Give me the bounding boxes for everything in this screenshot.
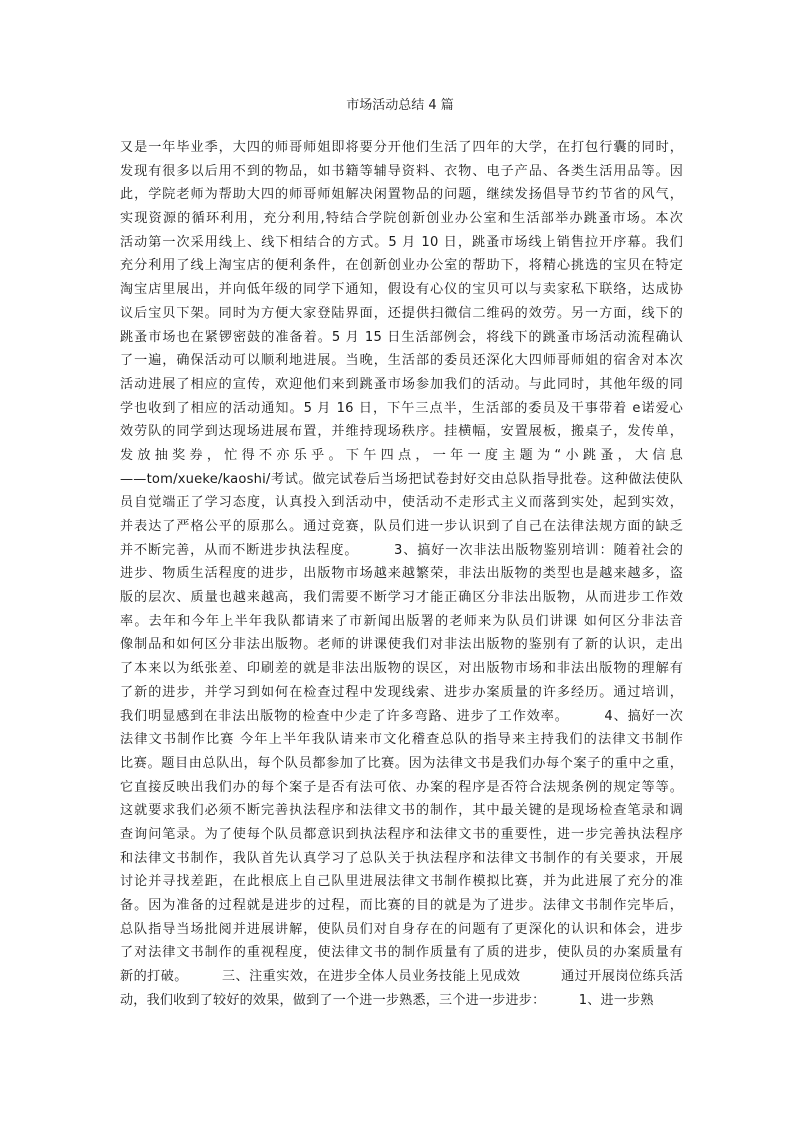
text-line: 法律文书制作比赛 今年上半年我队请来市文化稽查总队的指导来主持我们的法律文书制作 (120, 732, 683, 748)
text-line: 讨论并寻找差距，在此根底上自己队里进展法律文书制作模拟比赛，并为此进展了充分的准 (120, 874, 683, 890)
text-line: 又是一年毕业季，大四的师哥师姐即将要分开他们生活了四年的大学，在打包行囊的同时， (120, 140, 683, 155)
text-line: 了本来以为纸张差、印刷差的就是非法出版物的误区，对出版物市场和非法出版物的理解有 (120, 661, 683, 677)
text-line: 了对法律文书制作的重视程度，使法律文书的制作质量有了质的进步，使队员的办案质量有 (120, 945, 683, 961)
text-line: 实现资源的循环利用，充分利用,特结合学院创新创业办公室和生活部举办跳蚤市场。本次 (120, 211, 683, 227)
text-line: 发放抽奖券，忙得不亦乐乎。下午四点，一年一度主题为“小跳蚤，大信息 (120, 447, 683, 463)
text-line: 员自觉端正了学习态度，认真投入到活动中，使活动不走形式主义而落到实处，起到实效， (120, 495, 683, 511)
text-line: 并表达了严格公平的原那么。通过竞赛，队员们进一步认识到了自己在法律法规方面的缺乏 (120, 519, 683, 534)
text-line: 效劳队的同学到达现场进展布置，并维持现场秩序。挂横幅，安置展板，搬桌子，发传单， (120, 424, 683, 440)
text-line: 新的打破。 三、注重实效，在进步全体人员业务技能上见成效 通过开展岗位练兵活 (120, 969, 683, 985)
text-line: ——tom/xueke/kaoshi/考试。做完试卷后当场把试卷封好交由总队指导批卷。这种做法使队 (120, 471, 683, 487)
text-line: 了新的进步，并学习到如何在检查过程中发现线索、进步办案质量的许多经历。通过培训， (120, 684, 683, 700)
text-line: 动，我们收到了较好的效果，做到了一个进一步熟悉，三个进一步进步： 1、进一步熟 (120, 992, 654, 1008)
document-title: 市场活动总结 4 篇 (346, 98, 454, 113)
text-line: 我们明显感到在非法出版物的检查中少走了许多弯路、进步了工作效率。 4、搞好一次 (120, 708, 683, 724)
text-line: 并不断完善，从而不断进步执法程度。 3、搞好一次非法出版物鉴别培训：随着社会的 (120, 542, 683, 558)
text-line: 充分利用了线上淘宝店的便利条件，在创新创业办公室的帮助下，将精心挑选的宝贝在特定 (120, 258, 683, 274)
text-line: 淘宝店里展出，并向低年级的同学下通知，假设有心仪的宝贝可以与卖家私下联络，达成协 (120, 282, 683, 298)
text-line: 这就要求我们必须不断完善执法程序和法律文书的制作，其中最关键的是现场检查笔录和调 (120, 803, 683, 819)
text-line: 发现有很多以后用不到的物品，如书籍等辅导资料、衣物、电子产品、各类生活用品等。因 (120, 163, 683, 179)
text-line: 总队指导当场批阅并进展讲解，使队员们对自身存在的问题有了更深化的认识和体会，进步 (120, 921, 683, 937)
text-line: 查询问笔录。为了使每个队员都意识到执法程序和法律文书的重要性，进一步完善执法程序 (120, 826, 683, 842)
text-line: 活动进展了相应的宣传，欢迎他们来到跳蚤市场参加我们的活动。与此同时，其他年级的同 (120, 376, 683, 392)
text-line: 版的层次、质量也越来越高，我们需要不断学习才能正确区分非法出版物，从而进步工作效 (120, 590, 683, 606)
text-line: 学也收到了相应的活动通知。5 月 16 日，下午三点半，生活部的委员及干事带着 e诺爱心 (120, 400, 683, 416)
text-line: 跳蚤市场也在紧锣密鼓的准备着。5 月 15 日生活部例会，将线下的跳蚤市场活动流程确认 (120, 329, 683, 345)
text-line: 比赛。题目由总队出，每个队员都参加了比赛。因为法律文书是我们办每个案子的重中之重， (120, 755, 683, 771)
text-line: 了一遍，确保活动可以顺利地进展。当晚，生活部的委员还深化大四师哥师姐的宿舍对本次 (120, 353, 683, 369)
text-line: 活动第一次采用线上、线下相结合的方式。5 月 10 日，跳蚤市场线上销售拉开序幕。我们 (120, 234, 683, 250)
text-line: 此，学院老师为帮助大四的师哥师姐解决闲置物品的问题，继续发扬倡导节约节省的风气， (120, 187, 683, 203)
document-body (120, 136, 683, 1066)
text-line: 它直接反映出我们办的每个案子是否有法可依、办案的程序是否符合法规条例的规定等等。 (120, 779, 683, 795)
text-line: 议后宝贝下架。同时为方便大家登陆界面，还提供扫微信二维码的效劳。另一方面，线下的 (120, 305, 683, 321)
text-line: 率。去年和今年上半年我队都请来了市新闻出版署的老师来为队员们讲课 如何区分非法音 (120, 613, 683, 629)
text-line: 进步、物质生活程度的进步，出版物市场越来越繁荣，非法出版物的类型也是越来越多，盗 (120, 566, 683, 582)
text-line: 备。因为准备的过程就是进步的过程，而比赛的目的就是为了进步。法律文书制作完毕后， (120, 898, 683, 913)
text-line: 和法律文书制作，我队首先认真学习了总队关于执法程序和法律文书制作的有关要求，开展 (120, 850, 683, 866)
text-line: 像制品和如何区分非法出版物。老师的讲课使我们对非法出版物的鉴别有了新的认识，走出 (120, 637, 683, 653)
